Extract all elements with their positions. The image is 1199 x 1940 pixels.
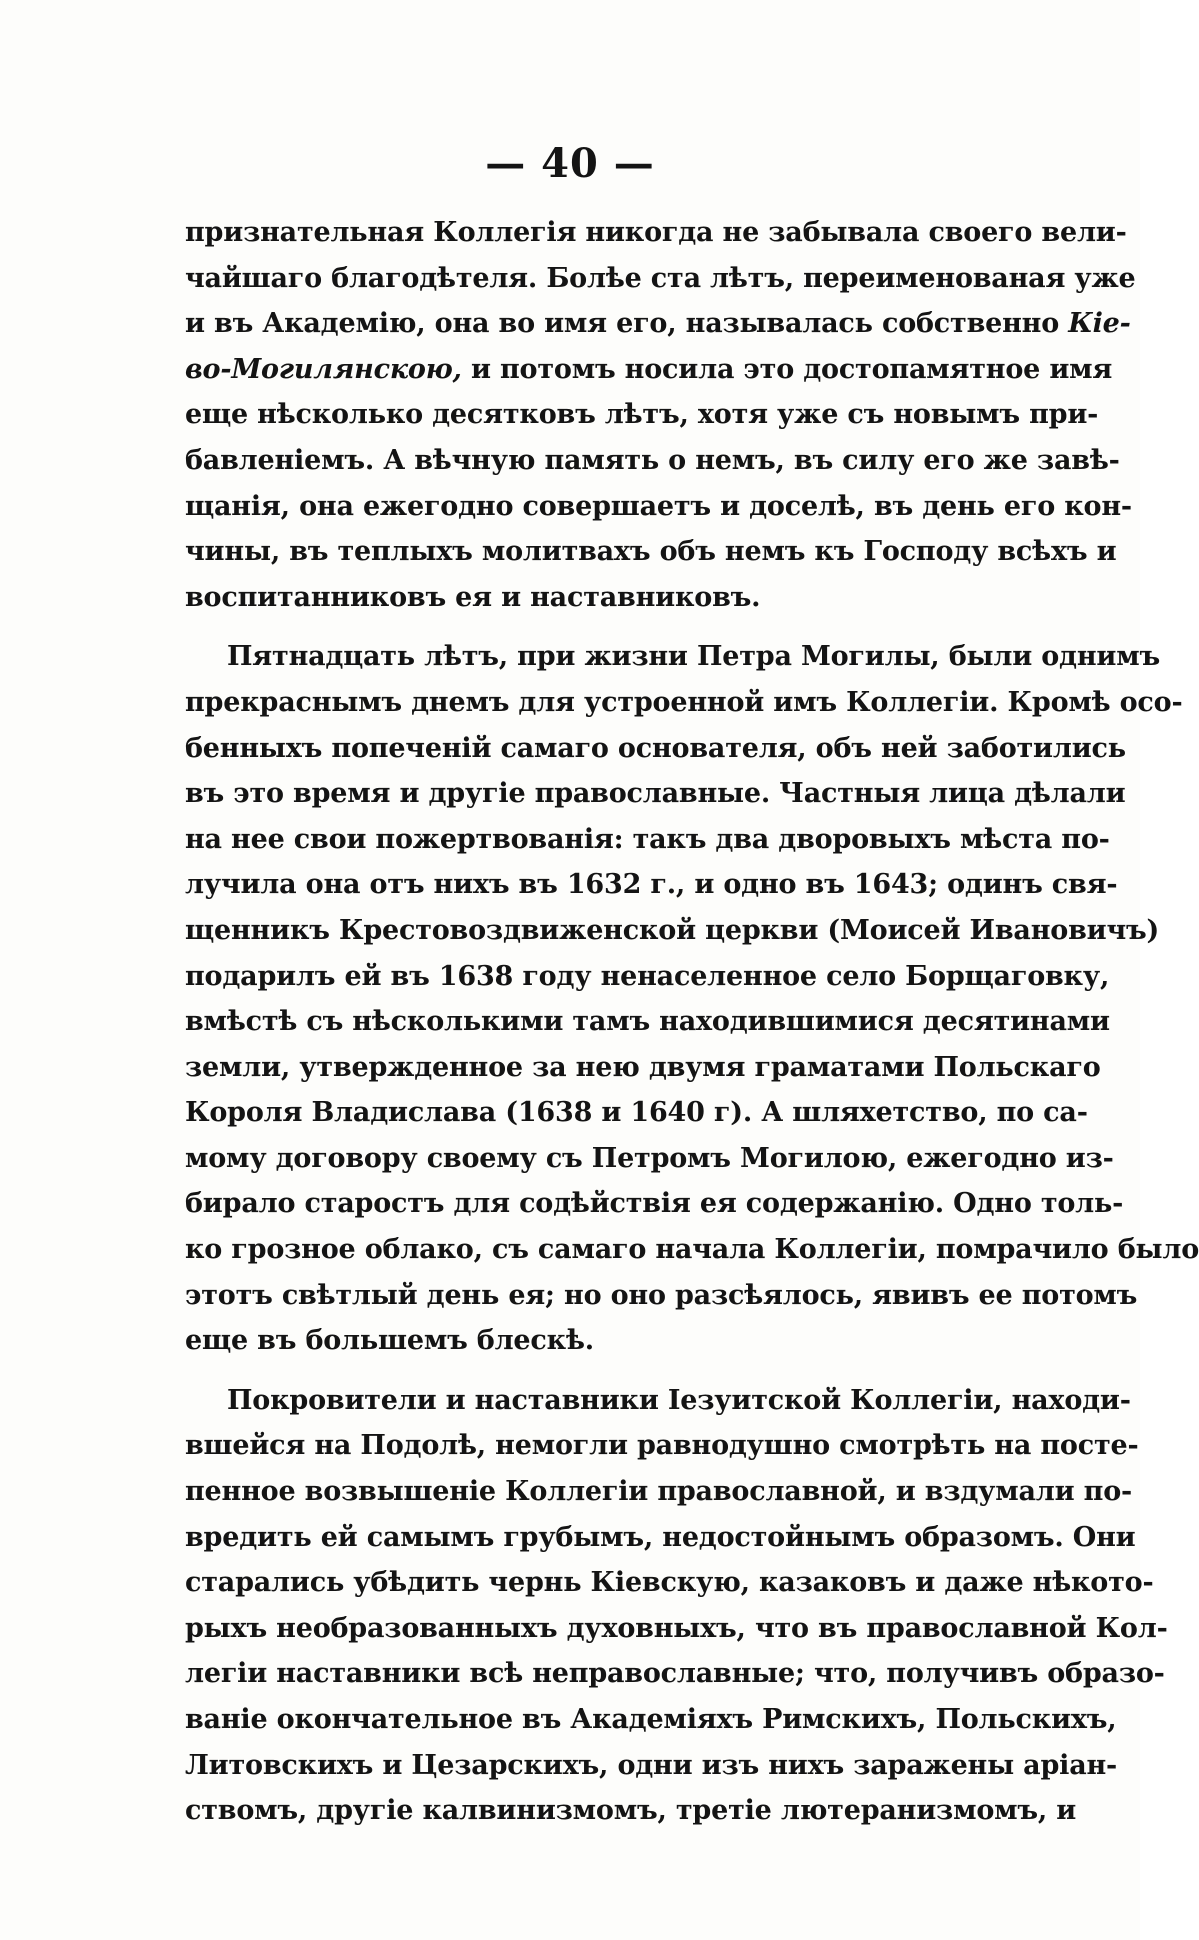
text-line: воспитанниковъ ея и наставниковъ.: [185, 581, 761, 613]
text-line: [185, 301, 1131, 347]
text-line: этотъ свѣтлый день ея; но оно разсѣялось, явивъ ее потомъ: [185, 1279, 1138, 1311]
text-line: признательная Коллегія никогда не забывала своего вели-: [185, 217, 1127, 248]
body-text: [185, 210, 1199, 1834]
text-line-part: и потомъ носила это достопамятное имя: [461, 353, 1113, 385]
paragraph-3: [185, 1378, 1168, 1834]
text-line: щенникъ Крестовоздвиженской церкви (Моисей Ивановичъ): [185, 914, 1160, 946]
text-line: вшейся на Подолѣ, немогли равнодушно смотрѣть на посте-: [185, 1430, 1139, 1462]
text-line: лучила она отъ нихъ въ 1632 г., и одно въ 1643; одинъ свя-: [185, 869, 1118, 901]
text-line: щанія, она ежегодно совершаетъ и доселѣ, въ день его кон-: [185, 490, 1132, 522]
text-line: ко грозное облако, съ самаго начала Коллегіи, помрачило было: [185, 1234, 1199, 1266]
text-line: пенное возвышеніе Коллегіи православной, и вздумали по-: [185, 1476, 1133, 1508]
text-line: [185, 347, 1113, 393]
text-line: подарилъ ей въ 1638 году ненаселенное село Борщаговку,: [185, 960, 1110, 992]
page-number: — 40 —: [485, 140, 655, 187]
paragraph-1: [185, 210, 1136, 620]
text-line: Покровители и наставники Іезуитской Коллегіи, находи-: [227, 1384, 1131, 1416]
text-line: Короля Владислава (1638 и 1640 г). А шляхетство, по са-: [185, 1097, 1088, 1129]
text-line: вредить ей самымъ грубымъ, недостойнымъ образомъ. Они: [185, 1521, 1136, 1553]
text-line: мому договору своему съ Петромъ Могилою, ежегодно из-: [185, 1142, 1114, 1174]
text-line: прекраснымъ днемъ для устроенной имъ Коллегіи. Кромѣ осо-: [185, 686, 1183, 718]
text-line: чины, въ теплыхъ молитвахъ объ немъ къ Господу всѣхъ и: [185, 536, 1117, 568]
text-line: легіи наставники всѣ неправославные; что, получивъ образо-: [185, 1658, 1165, 1690]
text-line: ствомъ, другіе калвинизмомъ, третіе лютеранизмомъ, и: [185, 1795, 1077, 1827]
text-line: чайшаго благодѣтеля. Болѣе ста лѣтъ, переименованая уже: [185, 262, 1136, 294]
text-line: на нее свои пожертвованія: такъ два дворовыхъ мѣста по-: [185, 823, 1110, 855]
text-line: земли, утвержденное за нею двумя граматами Польскаго: [185, 1051, 1101, 1083]
text-line: въ это время и другіе православные. Частныя лица дѣлали: [185, 778, 1126, 810]
text-line: еще въ большемъ блескѣ.: [185, 1325, 594, 1357]
italic-fragment: во-Могилянскою,: [185, 353, 462, 385]
text-line: бирало старостъ для содѣйствія ея содержанію. Одно толь-: [185, 1188, 1124, 1220]
paragraph-2: [185, 634, 1199, 1364]
text-line: Литовскихъ и Цезарскихъ, одни изъ нихъ заражены аріан-: [185, 1749, 1118, 1781]
text-line: рыхъ необразованныхъ духовныхъ, что въ православной Кол-: [185, 1612, 1168, 1644]
text-line: бенныхъ попеченій самаго основателя, объ ней заботились: [185, 732, 1126, 764]
text-line-part: и въ Академію, она во имя его, называлась собственно: [185, 308, 1069, 340]
text-line: ваніе окончательное въ Академіяхъ Римскихъ, Польскихъ,: [185, 1704, 1117, 1735]
text-line: бавленіемъ. А вѣчную память о немъ, въ силу его же завѣ-: [185, 444, 1120, 476]
text-line: еще нѣсколько десятковъ лѣтъ, хотя уже съ новымъ при-: [185, 399, 1099, 431]
text-line: старались убѣдить чернь Кіевскую, казаковъ и даже нѣкото-: [185, 1567, 1154, 1599]
text-line: вмѣстѣ съ нѣсколькими тамъ находившимися десятинами: [185, 1006, 1110, 1038]
text-line: Пятнадцать лѣтъ, при жизни Петра Могилы, были однимъ: [227, 641, 1161, 673]
italic-fragment: Кіе-: [1068, 308, 1131, 340]
